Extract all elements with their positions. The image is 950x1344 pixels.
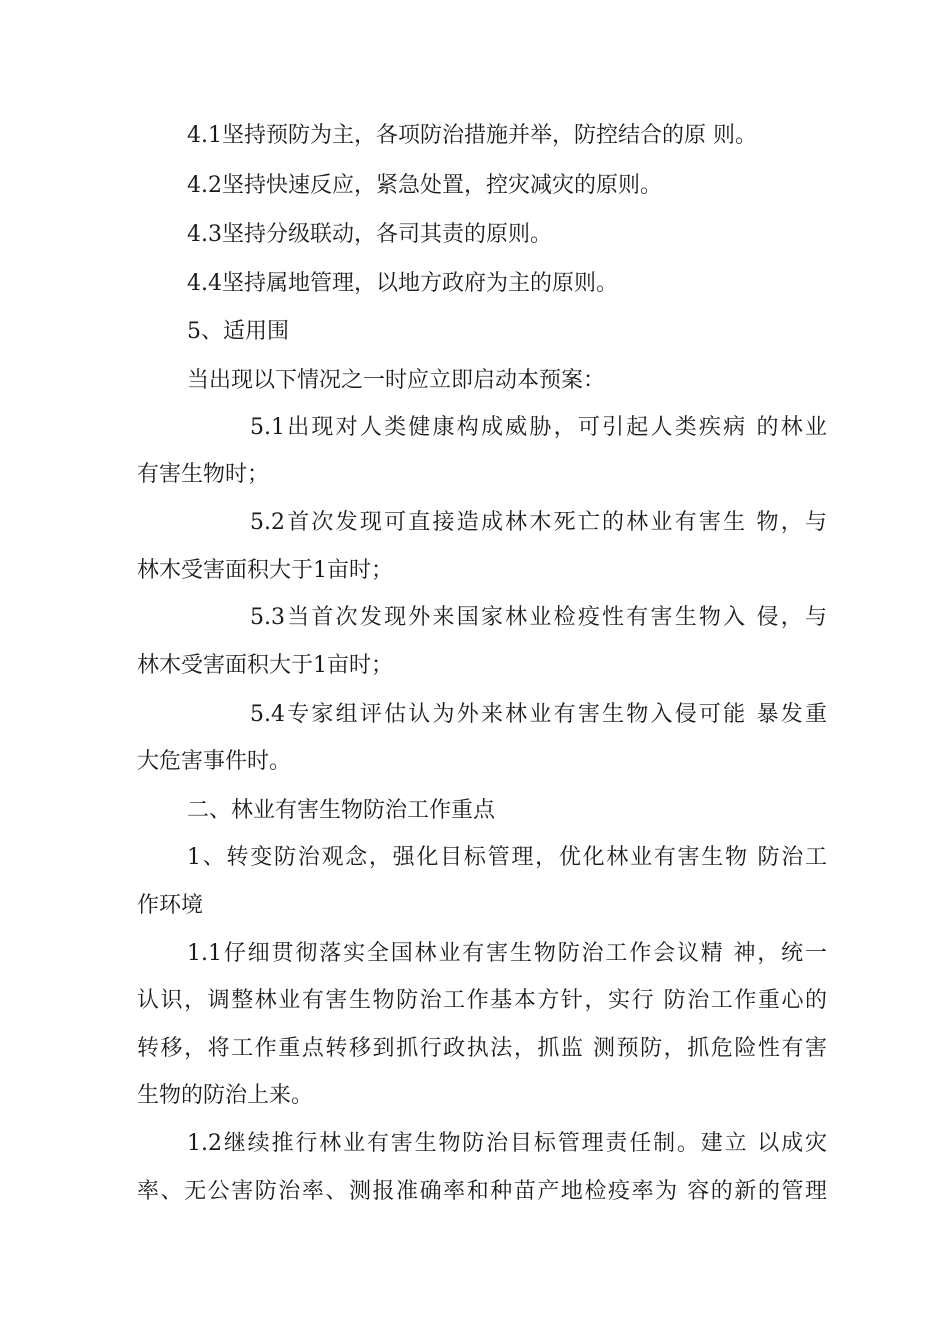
text-line-intro: 当出现以下情况之一时应立即启动本预案： bbox=[187, 368, 606, 393]
section-heading-5: 5、适用围 bbox=[187, 319, 289, 344]
text-line-5-4-cont: 大危害事件时。 bbox=[137, 749, 292, 774]
text-line-4-3: 4.3坚持分级联动，各司其责的原则。 bbox=[187, 222, 552, 247]
text-line-5-2: 5.2首次发现可直接造成林木死亡的林业有害生 物，与 bbox=[250, 510, 827, 535]
text-line-1-1-cont-b: 转移，将工作重点转移到抓行政执法，抓监 测预防，抓危险性有害 bbox=[137, 1036, 827, 1061]
text-line-4-2: 4.2坚持快速反应，紧急处置，控灾减灾的原则。 bbox=[187, 173, 662, 198]
text-line-5-3-cont: 林木受害面积大于1亩时； bbox=[137, 653, 393, 678]
text-line-1-1-cont-c: 生物的防治上来。 bbox=[137, 1083, 314, 1108]
text-line-1-cont: 作环境 bbox=[137, 893, 204, 918]
text-line-1-2-cont: 率、无公害防治率、测报准确率和种苗产地检疫率为 容的新的管理 bbox=[137, 1179, 827, 1204]
text-line-5-4: 5.4专家组评估认为外来林业有害生物入侵可能 暴发重 bbox=[250, 702, 827, 727]
text-line-1-2: 1.2继续推行林业有害生物防治目标管理责任制。建立 以成灾 bbox=[187, 1131, 827, 1156]
text-line-5-3: 5.3当首次发现外来国家林业检疫性有害生物入 侵，与 bbox=[250, 605, 827, 630]
text-line-5-1-cont: 有害生物时； bbox=[137, 462, 270, 487]
text-line-4-4: 4.4坚持属地管理，以地方政府为主的原则。 bbox=[187, 271, 618, 296]
text-line-1-1: 1.1仔细贯彻落实全国林业有害生物防治工作会议精 神，统一 bbox=[187, 941, 827, 966]
text-line-5-2-cont: 林木受害面积大于1亩时； bbox=[137, 558, 393, 583]
text-line-1: 1、转变防治观念，强化目标管理，优化林业有害生物 防治工 bbox=[187, 845, 827, 870]
text-line-5-1: 5.1出现对人类健康构成威胁，可引起人类疾病 的林业 bbox=[250, 415, 827, 440]
text-line-1-1-cont-a: 认识，调整林业有害生物防治工作基本方针，实行 防治工作重心的 bbox=[137, 988, 827, 1013]
section-heading-2: 二、林业有害生物防治工作重点 bbox=[187, 798, 496, 823]
text-line-4-1: 4.1坚持预防为主，各项防治措施并举，防控结合的原 则。 bbox=[187, 123, 757, 148]
